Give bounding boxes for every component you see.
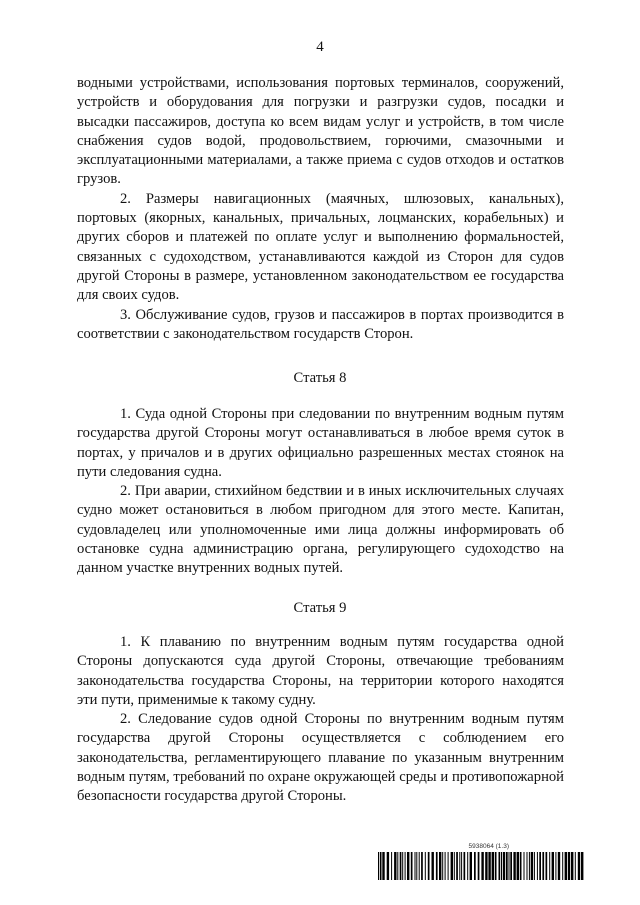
intro-paragraph-3: 3. Обслуживание судов, грузов и пассажиров в портах производится в соответствии с законодательством государств Сторон. <box>77 306 564 342</box>
intro-section <box>77 74 564 344</box>
article-8-heading: Статья 8 <box>293 370 347 386</box>
article-9-paragraph-2: 2. Следование судов одной Стороны по внутренним водным путям государства другой Стороны осуществляется с соблюдением его законодательства, регламентирующего плавание по указанным внутренним водным путям, требований по охране окружающей среды и противопожарной безопасности государства другой Стороны. <box>77 711 564 805</box>
intro-paragraph-2: 2. Размеры навигационных (маячных, шлюзовых, канальных), портовых (якорных, канальных, причальных, лоцманских, корабельных) и других сборов и платежей по оплате услуг и выполнению формальностей, связанных с судоходством, устанавливаются каждой из Сторон для судов другой Стороны в размере, установленном законодательством ее государства для своих судов. <box>77 190 564 304</box>
barcode-caption: 5938064 (1.3) <box>468 843 509 850</box>
page-number: 4 <box>316 39 324 55</box>
article-8-paragraph-2: 2. При аварии, стихийном бедствии и в иных исключительных случаях судно может остановиться в любом пригодном для этого месте. Капитан, судовладелец или уполномоченные ими лица должны информировать об остановке судна администрацию органа, регулирующего судоходство на данном участке внутренних водных путей. <box>77 483 564 577</box>
article-8-body <box>77 405 564 579</box>
barcode-image <box>378 852 584 880</box>
article-8-paragraph-1: 1. Суда одной Стороны при следовании по внутренним водным путям государства другой Стороны могут останавливаться в любое время суток в портах, у причалов и в других официально разрешенных местах стоянок на пути следования судна. <box>77 406 564 480</box>
article-9-paragraph-1: 1. К плаванию по внутренним водным путям государства одной Стороны допускаются суда другой Стороны, отвечающие требованиям законодательства государства Стороны, на территории которого находятся эти пути, применимые к такому судну. <box>77 634 564 708</box>
barcode-block <box>378 843 584 880</box>
article-9-body <box>77 633 564 807</box>
article-9-heading: Статья 9 <box>293 600 347 616</box>
intro-paragraph-1: водными устройствами, использования портовых терминалов, сооружений, устройств и оборудования для погрузки и разгрузки судов, посадки и высадки пассажиров, доступа ко всем видам услуг и устройств, в том числе снабжения судов водой, продовольствием, горючими, смазочными и эксплуатационными материалами, а также приема с судов отходов и остатков грузов. <box>77 75 564 188</box>
